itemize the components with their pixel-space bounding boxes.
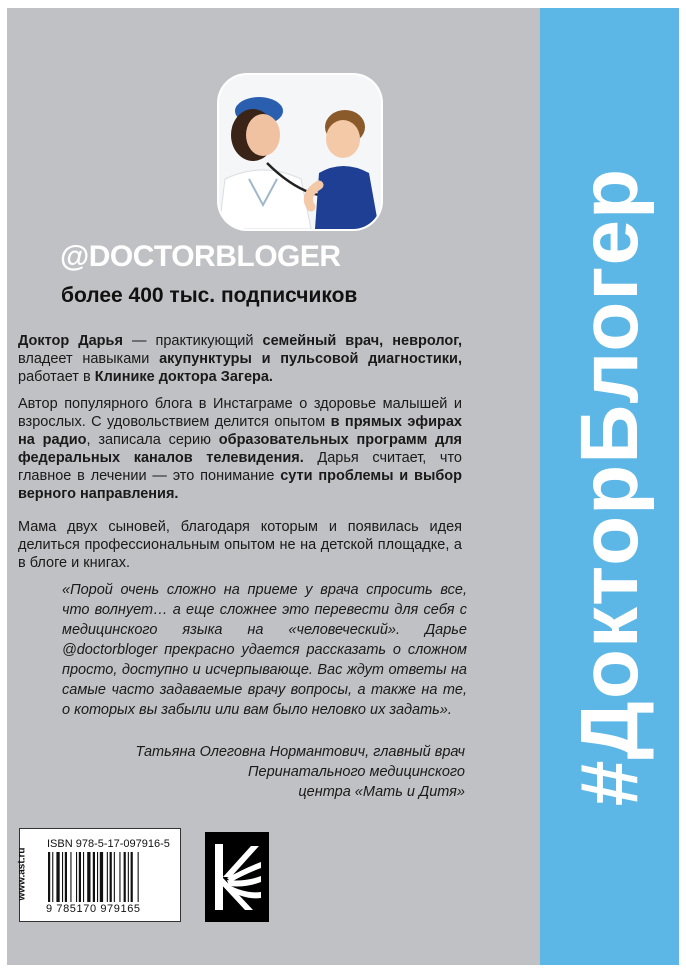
barcode-bar: [107, 852, 108, 902]
barcode-bar: [100, 852, 103, 902]
barcode-bar: [76, 852, 77, 902]
doctor-child-illustration: [219, 75, 381, 229]
text-run: владеет навыками: [18, 351, 160, 367]
paragraph-family: [18, 518, 462, 572]
paragraph-about: [18, 332, 462, 386]
barcode-bar: [119, 852, 120, 902]
barcode-bar: [97, 852, 98, 902]
text-run: работает в: [18, 369, 95, 385]
text-run: сути проблемы и выбор верного направления.: [18, 468, 462, 502]
barcode-bar: [128, 852, 129, 902]
side-title: #ДокторБлогер: [564, 167, 655, 807]
barcode-bar: [124, 852, 126, 902]
barcode-bar: [110, 852, 112, 902]
text-run: Дарья считает, что главное в лечении — это понимание: [18, 450, 462, 484]
barcode-bar: [56, 852, 59, 902]
barcode-bars: [46, 852, 170, 904]
attribution-line: центра «Мать и Дитя»: [298, 784, 465, 800]
text-run: Автор популярного блога в Инстаграме о здоровье малышей и взрослых. С удовольствием делится опытом: [18, 396, 462, 430]
publisher-logo-icon: [205, 832, 269, 922]
subscribers-count: более 400 тыс. подписчиков: [61, 284, 358, 307]
attribution-line: Татьяна Олеговна Нормантович, главный врач: [135, 744, 465, 760]
barcode-bar: [79, 852, 81, 902]
barcode-bar: [48, 852, 50, 902]
paragraph-blog: [18, 395, 462, 503]
text-run: , записала серию: [86, 432, 219, 448]
cover-photo: [219, 75, 381, 229]
testimonial-quote: «Порой очень сложно на приеме у врача спросить все, что волнует… а еще сложнее это перевести для себя с медицинского языка на «человеческий». Дарье @doctorbloger прекрасно удается рассказать о сложном просто, доступно и исчерпывающе. Вас ждут ответы на самые часто задаваемые врачу вопросы, а также на те, о которых вы забыли или вам было неловко их задать».: [62, 582, 467, 718]
text-run: — практикующий: [122, 333, 263, 349]
barcode-bar: [131, 852, 133, 902]
attribution-line: Перинатального медицинского: [248, 764, 465, 780]
publisher-site: www.ast.ru: [16, 847, 28, 901]
text-run: Клинике доктора Загера.: [94, 369, 273, 385]
barcode-bar: [114, 852, 115, 902]
barcode-bar: [138, 852, 139, 902]
barcode-bar: [65, 852, 67, 902]
barcode-bar: [87, 852, 90, 902]
text-run: акупунктуры и пульсовой диагностики,: [159, 351, 462, 367]
barcode-bar: [83, 852, 84, 902]
barcode-number: 9 785170 979165: [46, 903, 141, 915]
text-run: семейный врач, невролог,: [262, 333, 463, 349]
text-run: в прямых эфирах на радио: [18, 414, 462, 448]
text-run: образовательных программ для федеральных каналов телевидения.: [18, 432, 462, 466]
barcode-bar: [52, 852, 53, 902]
blog-handle: @DOCTORBLOGER: [60, 240, 341, 273]
barcode-bar: [70, 852, 71, 902]
text-run: Мама двух сыновей, благодаря которым и появилась идея делиться профессиональным опытом не на детской площадке, а в блоге и книгах.: [18, 519, 462, 571]
quote-attribution: [60, 742, 465, 802]
publisher-logo: [205, 832, 269, 922]
isbn-text: ISBN 978-5-17-097916-5: [47, 838, 170, 850]
barcode-bar: [62, 852, 63, 902]
text-run: Доктор Дарья: [18, 333, 123, 349]
barcode-bar: [93, 852, 95, 902]
